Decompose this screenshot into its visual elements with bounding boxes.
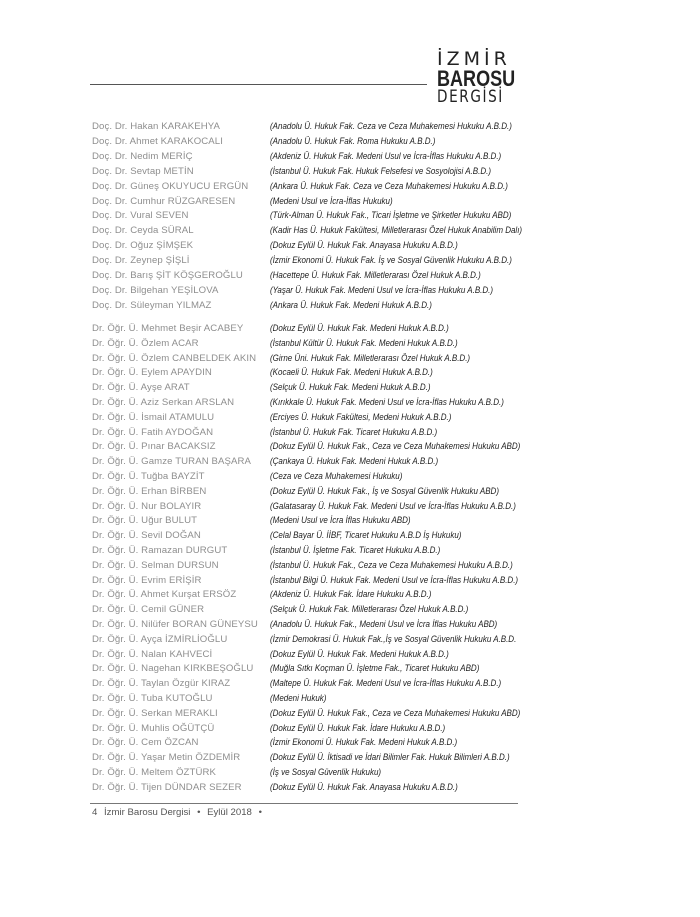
reviewer-name: Dr. Öğr. Ü. Muhlis OĞÜTÇÜ	[92, 722, 215, 734]
reviewer-affiliation: (İş ve Sosyal Güvenlik Hukuku)	[270, 767, 382, 777]
reviewer-name: Dr. Öğr. Ü. Tijen DÜNDAR SEZER	[92, 781, 242, 793]
logo-line-1: İZMİR	[437, 48, 511, 70]
logo-line-3: DERGİSİ	[437, 87, 504, 107]
reviewer-name: Dr. Öğr. Ü. Cemil GÜNER	[92, 604, 205, 616]
list-item	[92, 441, 532, 455]
page-number: 4	[92, 807, 98, 818]
list-item	[92, 737, 532, 751]
reviewer-name: Dr. Öğr. Ü. Eylem APAYDIN	[92, 367, 212, 379]
reviewer-affiliation: (Dokuz Eylül Ü. Hukuk Fak., Ceza ve Ceza Muhakemesi Hukuku ABD)	[270, 707, 521, 718]
footer-separator: •	[197, 807, 201, 818]
reviewer-name: Dr. Öğr. Ü. Meltem ÖZTÜRK	[92, 767, 217, 778]
reviewer-affiliation: (Dokuz Eylül Ü. Hukuk Fak. Anayasa Hukuku A.B.D.)	[270, 240, 458, 251]
list-item	[92, 285, 532, 299]
list-item	[92, 382, 532, 396]
reviewer-name: Doç. Dr. Oğuz ŞİMŞEK	[92, 240, 194, 252]
reviewer-affiliation: (İstanbul Bilgi Ü. Hukuk Fak. Medeni Usul ve İcra-İflas Hukuku A.B.D.)	[270, 574, 519, 585]
reviewer-name: Doç. Dr. Süleyman YILMAZ	[92, 299, 212, 311]
list-item	[92, 575, 532, 589]
list-item	[92, 678, 532, 692]
journal-name: İzmir Barosu Dergisi	[104, 807, 191, 818]
list-item	[92, 634, 532, 648]
reviewer-name: Doç. Dr. Ceyda SÜRAL	[92, 225, 194, 237]
list-item	[92, 708, 532, 722]
reviewer-name: Dr. Öğr. Ü. Ayça İZMİRLİOĞLU	[92, 633, 228, 645]
list-item	[92, 270, 532, 284]
list-item	[92, 412, 532, 426]
reviewer-affiliation: (Ceza ve Ceza Muhakemesi Hukuku)	[270, 471, 403, 481]
list-item	[92, 225, 532, 239]
reviewer-name: Dr. Öğr. Ü. Mehmet Beşir ACABEY	[92, 323, 244, 334]
reviewer-affiliation: (İstanbul Kültür Ü. Hukuk Fak. Medeni Hukuk A.B.D.)	[270, 337, 458, 348]
list-item	[92, 151, 532, 165]
reviewer-name: Dr. Öğr. Ü. Nilüfer BORAN GÜNEYSU	[92, 619, 258, 630]
reviewer-name: Doç. Dr. Nedim MERİÇ	[92, 150, 193, 162]
footer-separator-end: •	[258, 807, 262, 818]
reviewer-name: Dr. Öğr. Ü. Nur BOLAYIR	[92, 500, 202, 512]
reviewer-name: Dr. Öğr. Ü. Pınar BACAKSIZ	[92, 441, 216, 453]
reviewer-name: Dr. Öğr. Ü. Cem ÖZCAN	[92, 737, 199, 749]
reviewer-name: Doç. Dr. Barış ŞİT KÖŞGEROĞLU	[92, 270, 243, 281]
reviewer-name: Dr. Öğr. Ü. Nalan KAHVECİ	[92, 648, 213, 660]
reviewer-name: Dr. Öğr. Ü. Özlem CANBELDEK AKIN	[92, 352, 257, 364]
reviewer-name: Dr. Öğr. Ü. Ahmet Kurşat ERSÖZ	[92, 589, 237, 601]
reviewer-affiliation: (İstanbul Ü. Hukuk Fak. Hukuk Felsefesi ve Sosyolojisi A.B.D.)	[270, 165, 491, 176]
list-item	[92, 196, 532, 210]
reviewer-affiliation: (Muğla Sıtkı Koçman Ü. İşletme Fak., Ticaret Hukuku ABD)	[270, 663, 480, 674]
list-item	[92, 767, 532, 781]
reviewer-name: Dr. Öğr. Ü. Fatih AYDOĞAN	[92, 426, 214, 438]
reviewer-name: Dr. Öğr. Ü. Aziz Serkan ARSLAN	[92, 397, 235, 408]
reviewer-name: Dr. Öğr. Ü. Özlem ACAR	[92, 337, 199, 349]
reviewer-name: Dr. Öğr. Ü. Tuğba BAYZİT	[92, 471, 205, 482]
reviewer-affiliation: (Girne Üni. Hukuk Fak. Milletlerarası Özel Hukuk A.B.D.)	[270, 352, 471, 363]
reviewer-name: Dr. Öğr. Ü. Ayşe ARAT	[92, 382, 190, 394]
list-item	[92, 515, 532, 529]
list-item	[92, 427, 532, 441]
list-item	[92, 181, 532, 195]
list-item	[92, 693, 532, 707]
reviewer-name: Doç. Dr. Hakan KARAKEHYA	[92, 121, 221, 132]
reviewer-affiliation: (Anadolu Ü. Hukuk Fak., Medeni Usul ve İcra İflas Hukuku ABD)	[270, 619, 498, 629]
reviewer-name: Dr. Öğr. Ü. Serkan MERAKLI	[92, 707, 218, 719]
reviewer-affiliation: (Kocaeli Ü. Hukuk Fak. Medeni Hukuk A.B.D.)	[270, 367, 433, 378]
reviewer-affiliation: (Hacettepe Ü. Hukuk Fak. Milletlerarası Özel Hukuk A.B.D.)	[270, 270, 481, 280]
reviewer-name: Doç. Dr. Güneş OKUYUCU ERGÜN	[92, 180, 249, 192]
reviewer-affiliation: (Medeni Usul ve İcra-İflas Hukuku)	[270, 195, 393, 206]
reviewer-affiliation: (İstanbul Ü. İşletme Fak. Ticaret Hukuku A.B.D.)	[270, 545, 441, 555]
reviewer-affiliation: (Erciyes Ü. Hukuk Fakültesi, Medeni Hukuk A.B.D.)	[270, 411, 452, 422]
list-item	[92, 663, 532, 677]
reviewer-name: Doç. Dr. Zeynep ŞİŞLİ	[92, 255, 190, 267]
reviewer-affiliation: (Maltepe Ü. Hukuk Fak. Medeni Usul ve İcra-İflas Hukuku A.B.D.)	[270, 678, 502, 689]
list-item	[92, 486, 532, 500]
reviewer-affiliation: (Dokuz Eylül Ü. Hukuk Fak. Medeni Hukuk A.B.D.)	[270, 648, 449, 659]
list-item	[92, 501, 532, 515]
reviewer-affiliation: (Medeni Usul ve İcra İflas Hukuku ABD)	[270, 515, 411, 526]
reviewer-name: Doç. Dr. Bilgehan YEŞİLOVA	[92, 284, 219, 296]
list-item	[92, 560, 532, 574]
reviewer-affiliation: (İstanbul Ü. Hukuk Fak. Ticaret Hukuku A.B.D.)	[270, 426, 438, 437]
list-item	[92, 619, 532, 633]
reviewer-affiliation: (Dokuz Eylül Ü. Hukuk Fak. Medeni Hukuk A.B.D.)	[270, 323, 449, 333]
list-item	[92, 530, 532, 544]
list-item	[92, 353, 532, 367]
reviewer-name: Dr. Öğr. Ü. Erhan BİRBEN	[92, 485, 207, 497]
reviewer-name: Doç. Dr. Ahmet KARAKOCALI	[92, 135, 223, 147]
reviewer-affiliation: (Dokuz Eylül Ü. Hukuk Fak., Ceza ve Ceza Muhakemesi Hukuku ABD)	[270, 441, 521, 452]
issue-date: Eylül 2018	[207, 807, 252, 818]
list-item	[92, 782, 532, 796]
reviewer-affiliation: (Selçuk Ü. Hukuk Fak. Milletlerarası Özel Hukuk A.B.D.)	[270, 604, 469, 615]
reviewer-affiliation: (Anadolu Ü. Hukuk Fak. Roma Hukuku A.B.D.)	[270, 135, 436, 146]
reviewer-affiliation: (Dokuz Eylül Ü. Hukuk Fak., İş ve Sosyal Güvenlik Hukuku ABD)	[270, 485, 499, 496]
reviewer-affiliation: (Medeni Hukuk)	[270, 693, 327, 703]
reviewer-affiliation: (Akdeniz Ü. Hukuk Fak. İdare Hukuku A.B.D.)	[270, 589, 432, 600]
reviewer-affiliation: (İstanbul Ü. Hukuk Fak., Ceza ve Ceza Muhakemesi Hukuku A.B.D.)	[270, 559, 513, 570]
reviewer-name: Dr. Öğr. Ü. Sevil DOĞAN	[92, 530, 201, 542]
reviewer-affiliation: (Türk-Alman Ü. Hukuk Fak., Ticari İşletme ve Şirketler Hukuku ABD)	[270, 210, 512, 221]
reviewer-name: Dr. Öğr. Ü. Uğur BULUT	[92, 515, 198, 527]
list-item	[92, 255, 532, 269]
reviewer-affiliation: (Dokuz Eylül Ü. İktisadi ve İdari Bilimler Fak. Hukuk Bilimleri A.B.D.)	[270, 752, 510, 763]
list-item	[92, 300, 532, 314]
reviewer-affiliation: (Yaşar Ü. Hukuk Fak. Medeni Usul ve İcra-İflas Hukuku A.B.D.)	[270, 284, 494, 295]
list-item	[92, 338, 532, 352]
reviewer-affiliation: (Ankara Ü. Hukuk Fak. Medeni Hukuk A.B.D.)	[270, 299, 432, 310]
reviewer-name: Dr. Öğr. Ü. Gamze TURAN BAŞARA	[92, 456, 252, 468]
reviewer-name: Dr. Öğr. Ü. Tuba KUTOĞLU	[92, 693, 213, 704]
list-item	[92, 367, 532, 381]
reviewer-name: Doç. Dr. Cumhur RÜZGARESEN	[92, 195, 236, 207]
reviewer-name: Dr. Öğr. Ü. İsmail ATAMULU	[92, 411, 215, 423]
reviewer-affiliation: (Anadolu Ü. Hukuk Fak. Ceza ve Ceza Muhakemesi Hukuku A.B.D.)	[270, 121, 512, 131]
list-item	[92, 136, 532, 150]
reviewer-affiliation: (Ankara Ü. Hukuk Fak. Ceza ve Ceza Muhakemesi Hukuku A.B.D.)	[270, 180, 508, 191]
reviewer-name: Doç. Dr. Sevtap METİN	[92, 165, 194, 177]
reviewer-affiliation: (Kırıkkale Ü. Hukuk Fak. Medeni Usul ve İcra-İflas Hukuku A.B.D.)	[270, 397, 504, 407]
logo-line-2: BAROSU	[437, 66, 516, 91]
reviewer-affiliation: (Kadir Has Ü. Hukuk Fakültesi, Milletlerarası Özel Hukuk Anabilim Dalı)	[270, 225, 523, 236]
page-footer	[92, 807, 266, 818]
reviewer-affiliation: (Galatasaray Ü. Hukuk Fak. Medeni Usul ve İcra-İflas Hukuku A.B.D.)	[270, 500, 516, 511]
reviewer-affiliation: (Dokuz Eylül Ü. Hukuk Fak. Anayasa Hukuku A.B.D.)	[270, 781, 458, 792]
reviewer-name: Doç. Dr. Vural SEVEN	[92, 210, 189, 222]
reviewer-name: Dr. Öğr. Ü. Yaşar Metin ÖZDEMİR	[92, 752, 241, 764]
reviewer-name: Dr. Öğr. Ü. Ramazan DURGUT	[92, 545, 228, 556]
list-item	[92, 210, 532, 224]
reviewer-name: Dr. Öğr. Ü. Evrim ERİŞİR	[92, 574, 202, 586]
reviewer-name: Dr. Öğr. Ü. Nagehan KIRKBEŞOĞLU	[92, 663, 254, 675]
list-item	[92, 456, 532, 470]
list-item	[92, 397, 532, 411]
list-item	[92, 121, 532, 135]
list-item	[92, 649, 532, 663]
list-item	[92, 240, 532, 254]
journal-logo	[437, 50, 527, 106]
reviewer-affiliation: (Dokuz Eylül Ü. Hukuk Fak. İdare Hukuku A.B.D.)	[270, 722, 446, 733]
reviewer-affiliation: (Celal Bayar Ü. İİBF, Ticaret Hukuku A.B.D İş Hukuku)	[270, 530, 462, 541]
list-item	[92, 604, 532, 618]
reviewer-affiliation: (İzmir Ekonomi Ü. Hukuk Fak. Medeni Hukuk A.B.D.)	[270, 737, 458, 748]
header-rule	[90, 84, 427, 85]
reviewer-affiliation: (İzmir Ekonomi Ü. Hukuk Fak. İş ve Sosyal Güvenlik Hukuku A.B.D.)	[270, 255, 512, 266]
reviewer-affiliation: (İzmir Demokrasi Ü. Hukuk Fak.,İş ve Sosyal Güvenlik Hukuku A.B.D.	[270, 633, 517, 644]
list-item	[92, 589, 532, 603]
reviewer-affiliation: (Çankaya Ü. Hukuk Fak. Medeni Hukuk A.B.D.)	[270, 456, 439, 467]
footer-rule	[90, 803, 518, 804]
reviewer-name: Dr. Öğr. Ü. Selman DURSUN	[92, 559, 219, 571]
reviewer-affiliation: (Akdeniz Ü. Hukuk Fak. Medeni Usul ve İcra-İflas Hukuku A.B.D.)	[270, 150, 502, 161]
list-item	[92, 323, 532, 337]
list-item	[92, 545, 532, 559]
reviewer-affiliation: (Selçuk Ü. Hukuk Fak. Medeni Hukuk A.B.D.)	[270, 382, 431, 393]
reviewer-name: Dr. Öğr. Ü. Taylan Özgür KIRAZ	[92, 678, 231, 690]
list-item	[92, 166, 532, 180]
list-item	[92, 752, 532, 766]
list-item	[92, 723, 532, 737]
list-item	[92, 471, 532, 485]
